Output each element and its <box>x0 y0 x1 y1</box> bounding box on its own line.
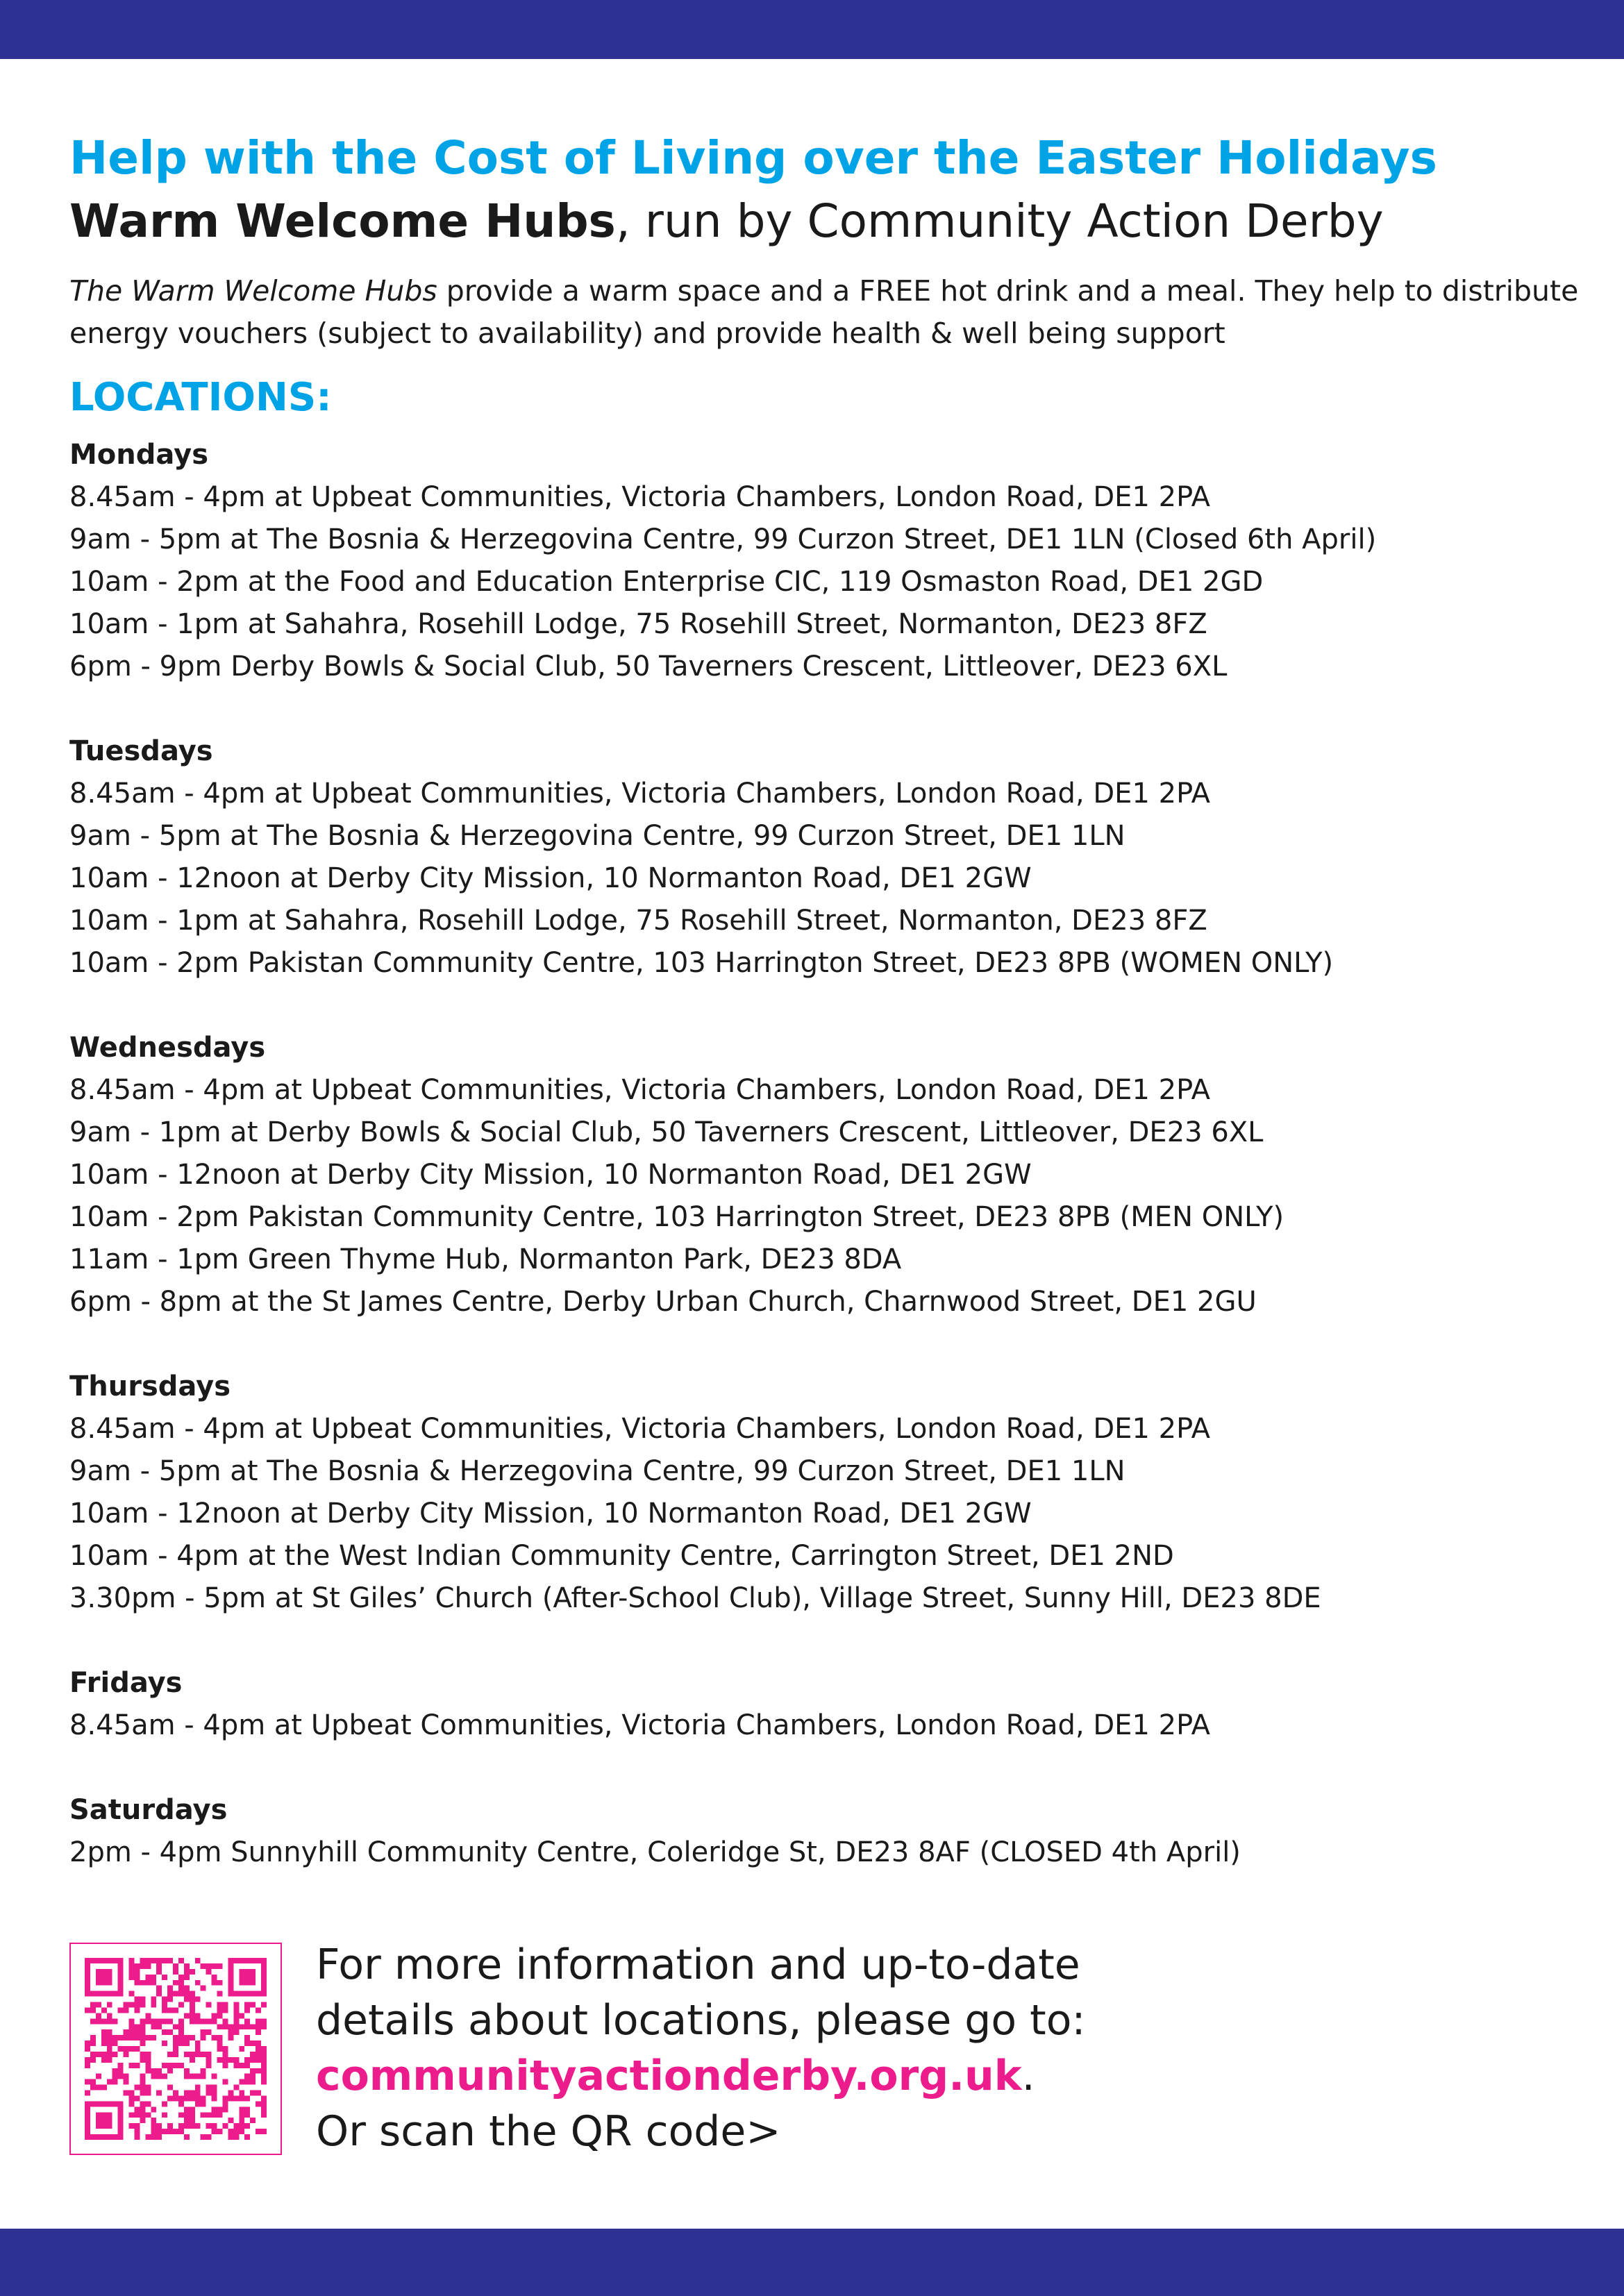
page-headline: Help with the Cost of Living over the Easter Holidays <box>69 131 1437 185</box>
footer-text <box>316 1937 1086 2159</box>
day-block <box>69 1662 1583 1747</box>
main-content <box>69 125 1583 1874</box>
day-heading: Tuesdays <box>69 735 213 767</box>
url-suffix: . <box>1021 2052 1035 2100</box>
subhead-rest: , run by Community Action Derby <box>615 194 1384 248</box>
footer <box>69 1943 1583 2158</box>
location-entry: 6pm - 9pm Derby Bowls & Social Club, 50 Taverners Crescent, Littleover, DE23 6XL <box>69 651 1228 682</box>
footer-line-1: For more information and up-to-date <box>316 1941 1080 1989</box>
locations-list <box>69 434 1583 1874</box>
day-heading: Mondays <box>69 439 209 471</box>
location-entry: 6pm - 8pm at the St James Centre, Derby Urban Church, Charnwood Street, DE1 2GU <box>69 1286 1257 1318</box>
bottom-banner <box>0 2229 1624 2296</box>
day-block <box>69 730 1583 984</box>
footer-line-2: details about locations, please go to: <box>316 1996 1086 2045</box>
location-entry: 9am - 1pm at Derby Bowls & Social Club, 50 Taverners Crescent, Littleover, DE23 6XL <box>69 1116 1264 1148</box>
top-banner <box>0 0 1624 59</box>
location-entry: 2pm - 4pm Sunnyhill Community Centre, Coleridge St, DE23 8AF (CLOSED 4th April) <box>69 1836 1241 1868</box>
location-entry: 8.45am - 4pm at Upbeat Communities, Victoria Chambers, London Road, DE1 2PA <box>69 778 1210 810</box>
day-block <box>69 1366 1583 1620</box>
intro-italic: The Warm Welcome Hubs <box>69 274 437 308</box>
location-entry: 10am - 1pm at Sahahra, Rosehill Lodge, 75 Rosehill Street, Normanton, DE23 8FZ <box>69 905 1207 937</box>
footer-line-4: Or scan the QR code> <box>316 2107 781 2156</box>
location-entry: 10am - 2pm Pakistan Community Centre, 103 Harrington Street, DE23 8PB (MEN ONLY) <box>69 1201 1284 1233</box>
location-entry: 8.45am - 4pm at Upbeat Communities, Victoria Chambers, London Road, DE1 2PA <box>69 1074 1210 1106</box>
location-entry: 10am - 12noon at Derby City Mission, 10 Normanton Road, DE1 2GW <box>69 1498 1032 1530</box>
location-entry: 9am - 5pm at The Bosnia & Herzegovina Centre, 99 Curzon Street, DE1 1LN (Closed 6th April) <box>69 523 1377 555</box>
location-entry: 11am - 1pm Green Thyme Hub, Normanton Park, DE23 8DA <box>69 1243 902 1275</box>
location-entry: 8.45am - 4pm at Upbeat Communities, Victoria Chambers, London Road, DE1 2PA <box>69 1413 1210 1445</box>
qr-code-icon <box>85 1958 267 2140</box>
location-entry: 8.45am - 4pm at Upbeat Communities, Victoria Chambers, London Road, DE1 2PA <box>69 481 1210 513</box>
location-entry: 8.45am - 4pm at Upbeat Communities, Victoria Chambers, London Road, DE1 2PA <box>69 1709 1210 1741</box>
qr-code[interactable] <box>69 1943 282 2155</box>
location-entry: 9am - 5pm at The Bosnia & Herzegovina Centre, 99 Curzon Street, DE1 1LN <box>69 820 1125 852</box>
day-block <box>69 1027 1583 1323</box>
location-entry: 10am - 12noon at Derby City Mission, 10 Normanton Road, DE1 2GW <box>69 1159 1032 1191</box>
website-link[interactable]: communityactionderby.org.uk <box>316 2052 1022 2100</box>
day-block <box>69 1789 1583 1874</box>
day-block <box>69 434 1583 688</box>
page-subhead <box>69 188 1583 255</box>
location-entry: 10am - 4pm at the West Indian Community Centre, Carrington Street, DE1 2ND <box>69 1540 1174 1572</box>
day-heading: Thursdays <box>69 1371 231 1402</box>
subhead-bold: Warm Welcome Hubs <box>69 194 616 248</box>
locations-title: LOCATIONS: <box>69 375 332 420</box>
location-entry: 10am - 2pm Pakistan Community Centre, 103 Harrington Street, DE23 8PB (WOMEN ONLY) <box>69 947 1334 979</box>
location-entry: 3.30pm - 5pm at St Giles’ Church (After-School Club), Village Street, Sunny Hill, DE23 8DE <box>69 1582 1321 1614</box>
location-entry: 9am - 5pm at The Bosnia & Herzegovina Centre, 99 Curzon Street, DE1 1LN <box>69 1455 1125 1487</box>
location-entry: 10am - 1pm at Sahahra, Rosehill Lodge, 75 Rosehill Street, Normanton, DE23 8FZ <box>69 608 1207 640</box>
day-heading: Wednesdays <box>69 1032 266 1064</box>
location-entry: 10am - 2pm at the Food and Education Enterprise CIC, 119 Osmaston Road, DE1 2GD <box>69 566 1264 598</box>
footer-url-line <box>316 2048 1086 2104</box>
day-heading: Fridays <box>69 1667 183 1699</box>
location-entry: 10am - 12noon at Derby City Mission, 10 Normanton Road, DE1 2GW <box>69 862 1032 894</box>
intro-rest: provide a warm space and a FREE hot drink and a meal. They help to distribute energy vouchers (subject to availability) and provide health & well being support <box>69 274 1579 350</box>
intro-paragraph <box>69 270 1583 355</box>
day-heading: Saturdays <box>69 1794 228 1826</box>
